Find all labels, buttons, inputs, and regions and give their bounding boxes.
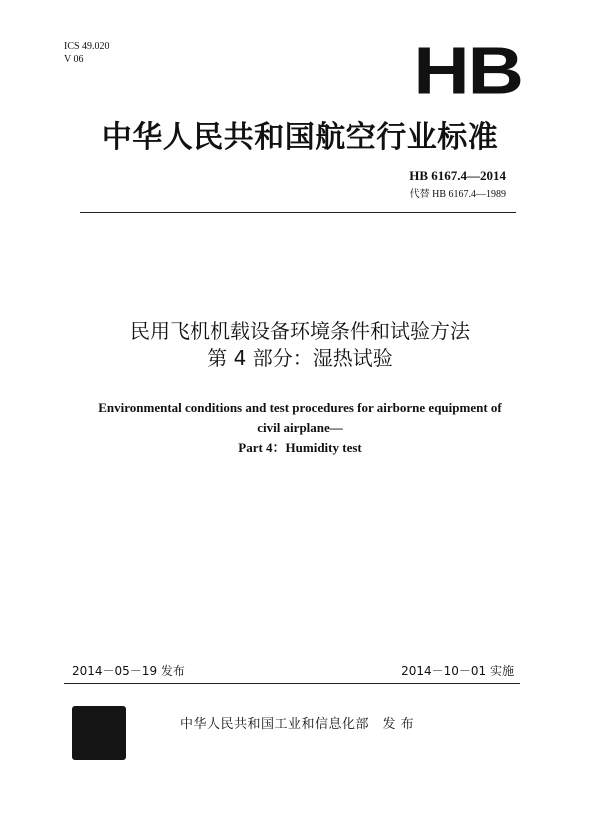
english-title-line2: civil airplane— bbox=[257, 420, 343, 435]
english-title-line1: Environmental conditions and test procedures for airborne equipment of bbox=[98, 400, 502, 415]
hb-logo: HB bbox=[413, 32, 522, 108]
issue-date: 2014－05－19 发布 bbox=[72, 664, 185, 678]
footer-divider bbox=[64, 683, 520, 684]
classification-codes bbox=[64, 40, 110, 66]
standard-category-title: 中华人民共和国航空行业标准 bbox=[101, 120, 499, 155]
replaces-standard: 代替 HB 6167.4—1989 bbox=[409, 189, 506, 200]
ccs-code: V 06 bbox=[64, 54, 84, 65]
header-divider bbox=[80, 212, 516, 213]
chinese-title bbox=[60, 318, 540, 372]
ministry-seal-icon bbox=[72, 706, 126, 760]
chinese-title-line1: 民用飞机机载设备环境条件和试验方法 bbox=[130, 319, 470, 343]
english-title-line3: Part 4：Humidity test bbox=[238, 440, 362, 455]
publisher: 中华人民共和国工业和信息化部 发 布 bbox=[180, 717, 415, 732]
effective-date: 2014－10－01 实施 bbox=[401, 664, 514, 678]
chinese-title-line2: 第 4 部分：湿热试验 bbox=[207, 346, 393, 370]
english-title bbox=[60, 398, 540, 458]
standard-number: HB 6167.4—2014 bbox=[409, 168, 506, 183]
ics-code: ICS 49.020 bbox=[64, 41, 110, 52]
